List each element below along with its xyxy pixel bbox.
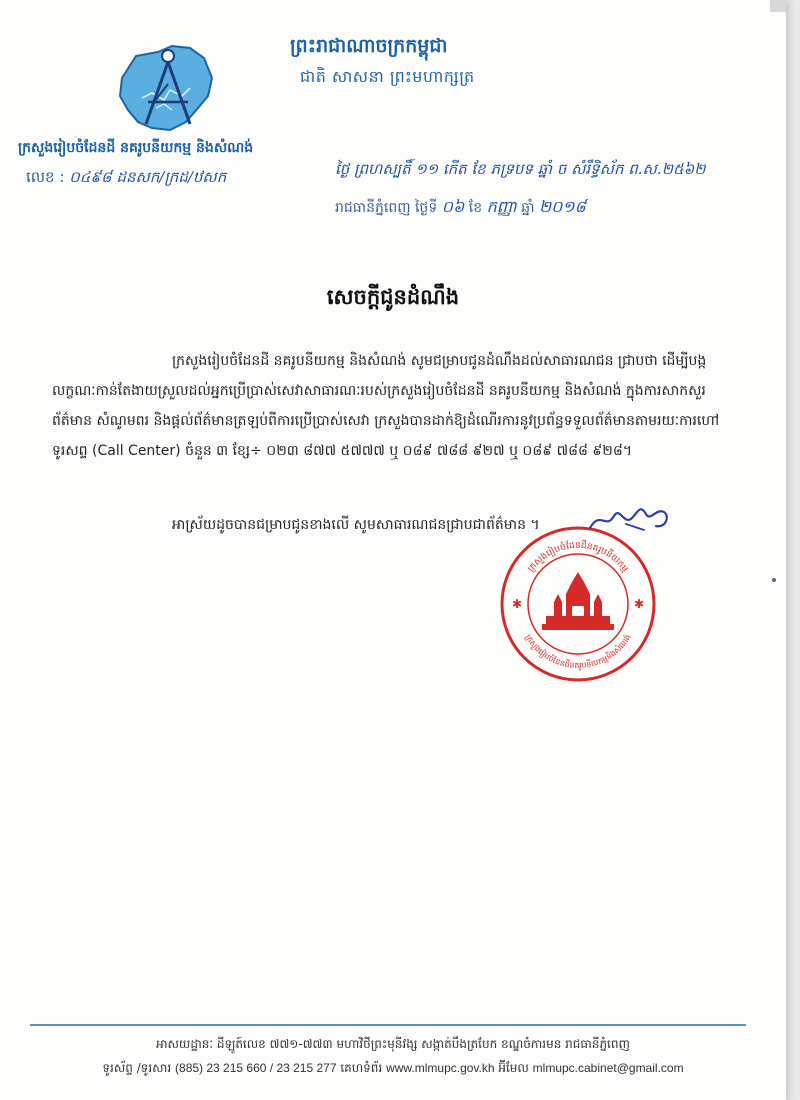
footer-address: អាសយដ្ឋានៈ ដីឡូត៍លេខ ៧៧១-៧៧៣ មហាវិថីព្រះមុនីវង្ស សង្កាត់បឹងត្របែក ខណ្ឌចំការមន រាជធានីភ្នំពេញ — [156, 1037, 630, 1051]
scan-artifact-dot — [772, 578, 776, 582]
reference-number: ០៤៩៨ ដនសក/ក្រដ/ឋសក — [69, 168, 227, 186]
svg-text:ក្រសួងរៀបចំដែនដីនគរូបនីយកម្មនិ — [523, 632, 632, 671]
contact-prefix: ទូរស័ព្ទ /ទូរសារ — [102, 1061, 172, 1075]
phone-numbers: (885) 23 215 660 / 23 215 277 — [175, 1061, 337, 1075]
body-paragraph-2: អាស្រ័យដូចបានជម្រាបជូនខាងលើ សូមសាធារណជនជ្រាបជាព័ត៌មាន ។ — [172, 517, 540, 533]
date-month: កញ្ញា — [486, 197, 517, 216]
body-paragraph-1: ក្រសួងរៀបចំដែនដី នគរូបនីយកម្ម និងសំណង់ សូមជម្រាបជូនដំណឹងដល់សាធារណជន ជ្រាបថា ដើម្បីបង្កលក្ខណៈកាន់តែងាយស្រួលដល់អ្នកប្រើប្រាស់សេវាសាធារណៈរបស់ក្រសួងរៀបចំដែនដី នគរូបនីយកម្ម និងសំណង់ ក្នុងការសាកសួរព័ត៌មាន សំណូមពរ និងផ្តល់ព័ត៌មានត្រឡប់ពីការប្រើប្រាស់សេវា ក្រសួងបានដាក់ឱ្យដំណើរការនូវប្រព័ន្ធទទួលព័ត៌មានតាមរយៈការហៅទូរសព្ទ (Call Center) ចំនួន ៣ ខ្សែ÷ ០២៣ ៨៧៧ ៥៧៧៧ ឬ ០៨៩ ៧៨៨ ៩២៧ ឬ ០៨៩ ៧៨៨ ៩២៨។ — [52, 353, 720, 459]
place-label: រាជធានីភ្នំពេញ ថ្ងៃទី — [335, 200, 438, 216]
signature — [586, 500, 676, 540]
lunar-date: ថ្ងៃ ព្រហស្បតិ៍ ១១ កើត ខែ ភទ្របទ ឆ្នាំ ច សំរឹទ្ធិស័ក ព.ស.២៥៦២ — [335, 160, 706, 178]
stamp-bottom-text: ក្រសួងរៀបចំដែនដីនគរូបនីយកម្មនិងសំណង់ — [523, 632, 633, 671]
scan-artifact — [770, 0, 786, 12]
ministry-name: ក្រសួងរៀបចំដែនដី នគរូបនីយកម្ម និងសំណង់ — [18, 140, 254, 156]
email-label: អ៊ីមែល — [498, 1061, 529, 1075]
website-label: គេហទំព័រ — [340, 1061, 383, 1075]
angkor-wat-icon — [542, 572, 614, 630]
website-link[interactable]: www.mlmupc.gov.kh — [386, 1061, 495, 1075]
email-link[interactable]: mlmupc.cabinet@gmail.com — [532, 1061, 684, 1075]
ministry-logo — [112, 38, 220, 138]
footer-divider — [30, 1024, 746, 1026]
year-label: ឆ្នាំ — [521, 200, 535, 216]
svg-text:✱: ✱ — [634, 597, 645, 611]
date-line — [335, 196, 586, 220]
reference-label: លេខ : — [26, 168, 65, 186]
document-title: សេចក្តីជូនដំណឹង — [326, 285, 460, 309]
date-day: ០៦ — [441, 197, 465, 216]
stamp-top-text: ក្រសួងរៀបចំដែនដីនគរូបនីយកម្ម — [526, 540, 630, 575]
month-label: ខែ — [468, 200, 483, 216]
svg-text:✱: ✱ — [512, 597, 523, 611]
date-year: ២០១៨ — [538, 197, 586, 216]
footer-contacts — [0, 1060, 786, 1078]
national-motto: ជាតិ សាសនា ព្រះមហាក្សត្រ — [300, 67, 475, 86]
official-stamp — [498, 524, 658, 684]
reference-line — [26, 168, 226, 190]
kingdom-heading: ព្រះរាជាណាចក្រកម្ពុជា — [290, 35, 448, 57]
